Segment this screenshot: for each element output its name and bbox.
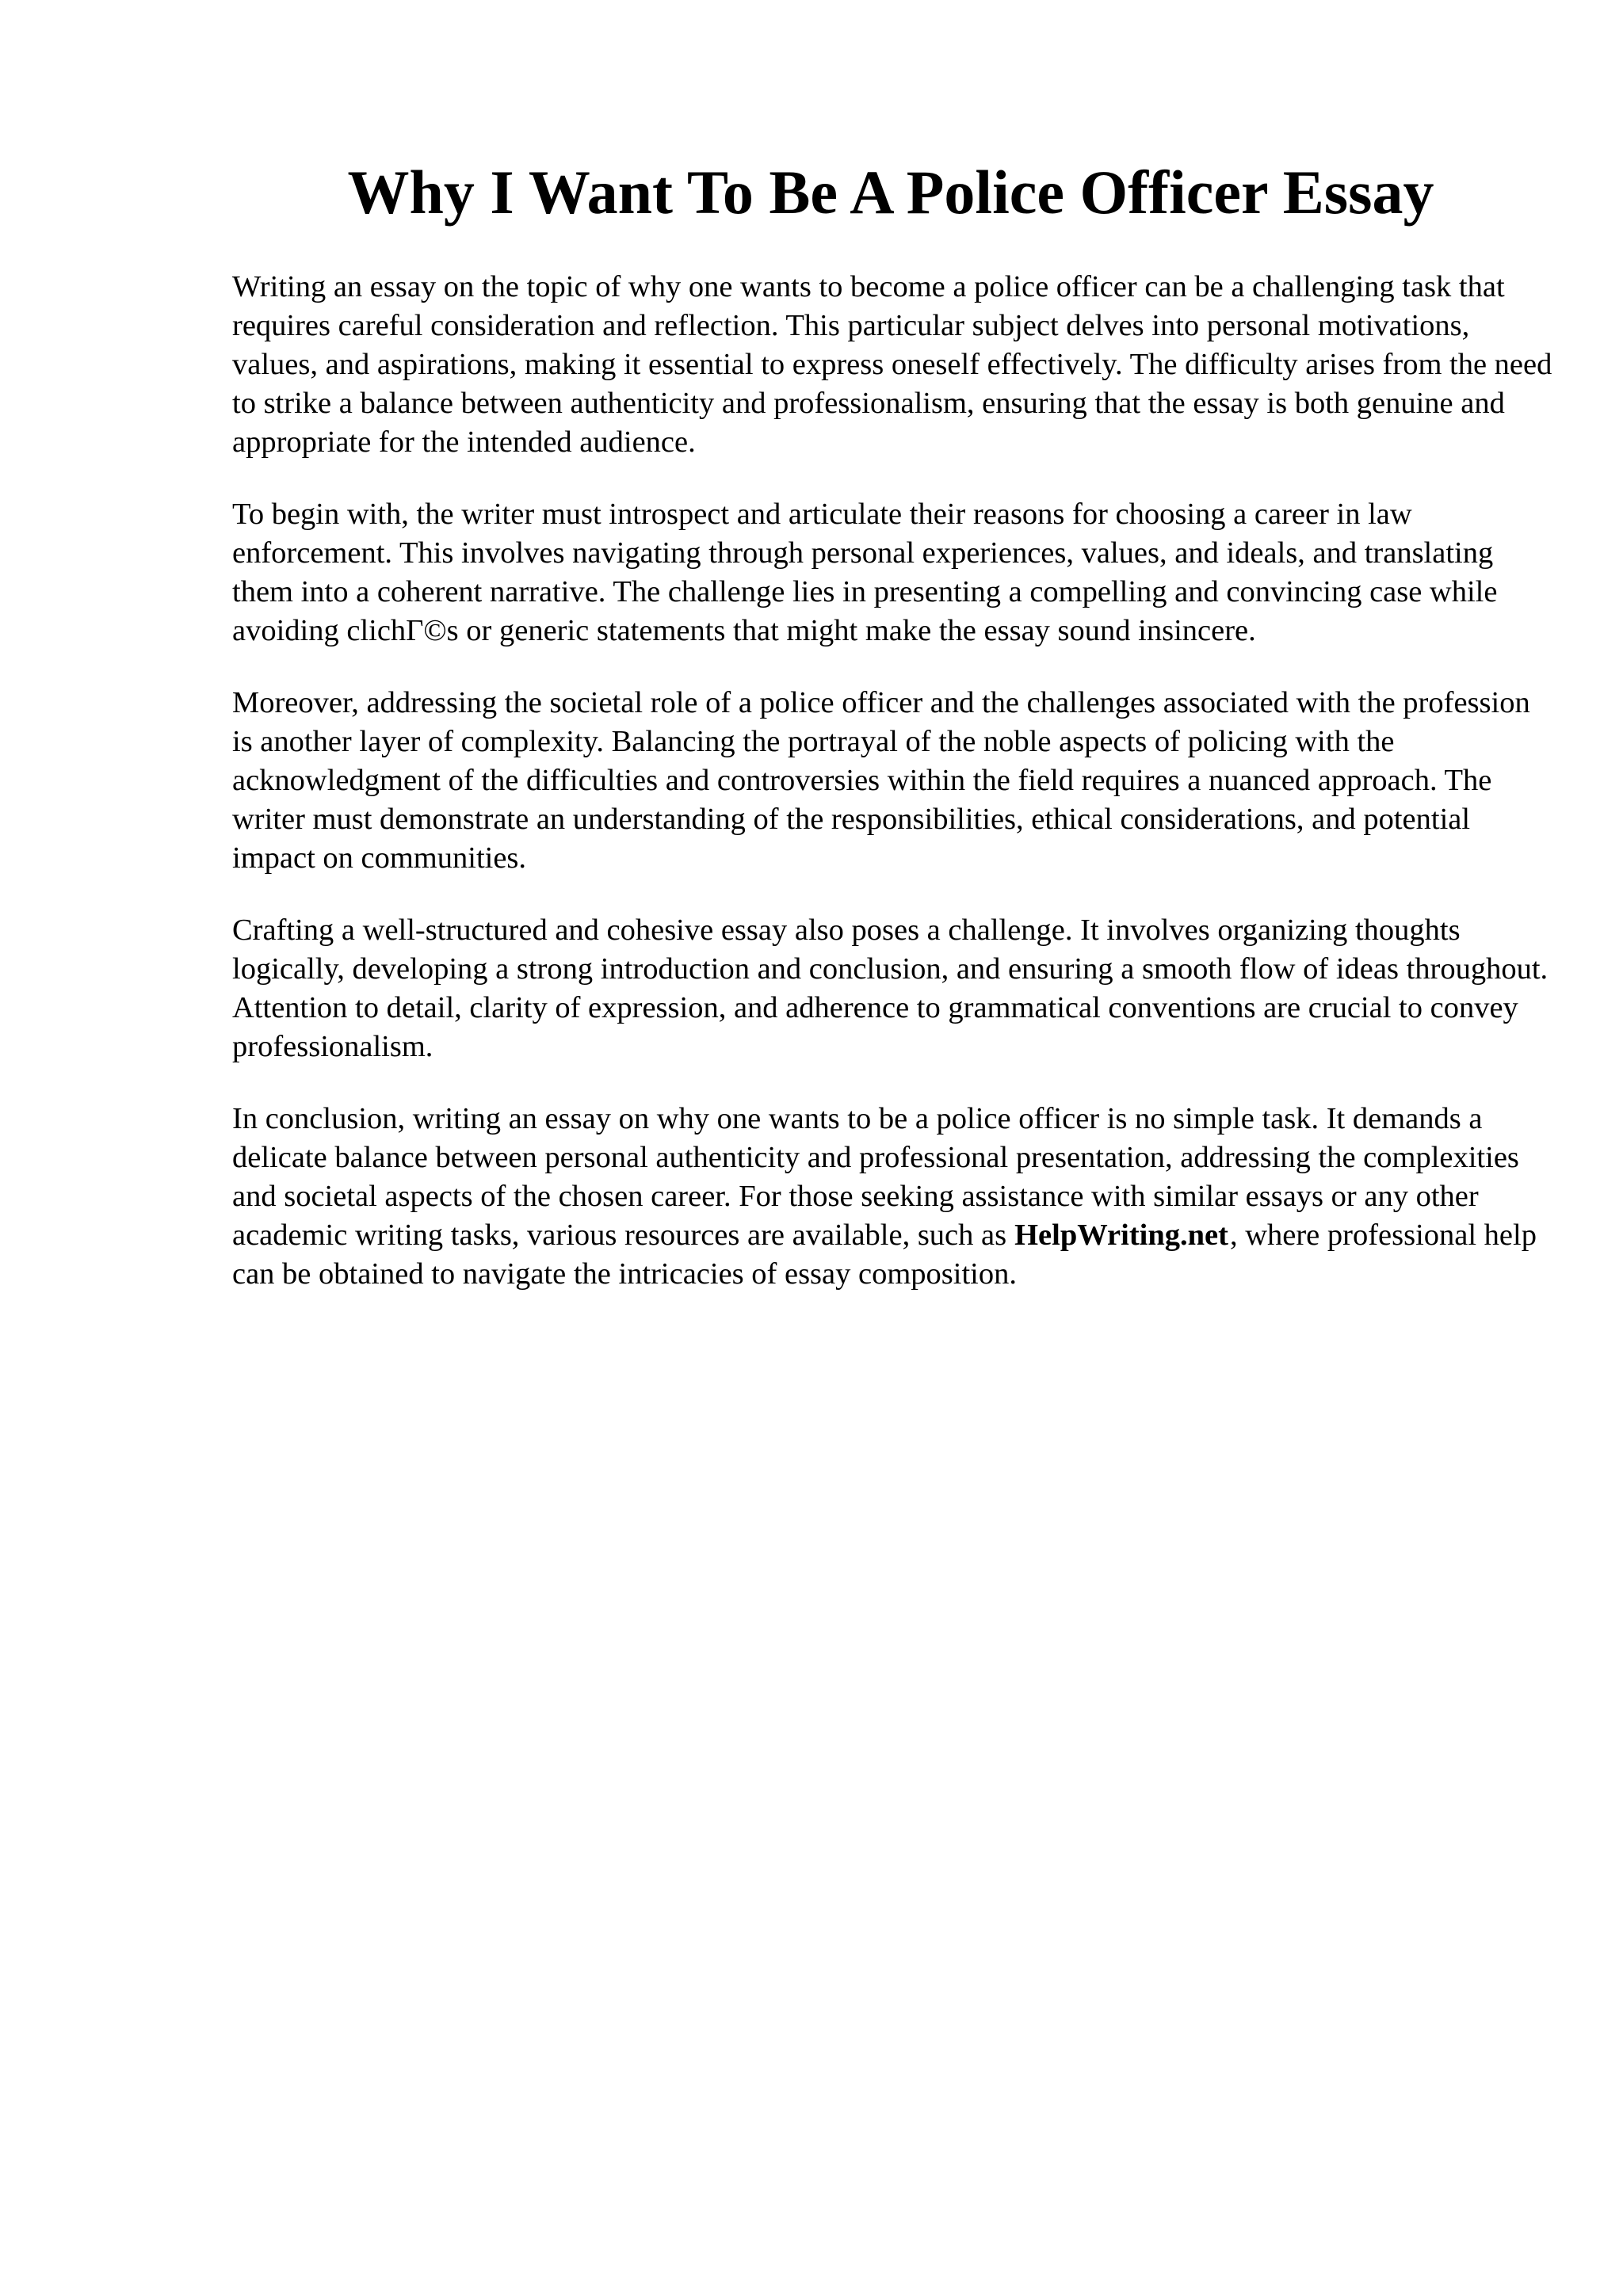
conclusion-text: In conclusion, writing an essay on why one wants to be a police officer is no simple task. It demands a delicate balance between personal authenticity and professional presentation, addressing the complexities and societal aspects of the chosen career. For those seeking assistance with similar essays or any other academic writing tasks, various resources are available, such as bbox=[232, 1102, 1519, 1252]
paragraph-structure: Crafting a well-structured and cohesive essay also poses a challenge. It involves organizing thoughts logically, developing a strong introduction and conclusion, and ensuring a smooth flow of ideas throughout. Attention to detail, clarity of expression, and adherence to grammatical conventions are crucial to convey professionalism. bbox=[232, 913, 1549, 1063]
paragraph-societal-role: Moreover, addressing the societal role of a police officer and the challenges associated with the profession is another layer of complexity. Balancing the portrayal of the noble aspects of policing with the acknowledgment of the difficulties and controversies within the field requires a nuanced approach. The writer must demonstrate an understanding of the responsibilities, ethical considerations, and potential impact on communities. bbox=[232, 686, 1530, 875]
essay-body bbox=[232, 268, 1556, 1327]
paragraph-conclusion bbox=[232, 1100, 1556, 1294]
paragraph-intro: Writing an essay on the topic of why one wants to become a police officer can be a challenging task that requires careful consideration and reflection. This particular subject delves into personal motivations, values, and aspirations, making it essential to express oneself effectively. The difficulty arises from the need to strike a balance between authenticity and professionalism, ensuring that the essay is both genuine and appropriate for the intended audience. bbox=[232, 270, 1552, 459]
paragraph-introspection: To begin with, the writer must introspect and articulate their reasons for choosing a career in law enforcement. This involves navigating through personal experiences, values, and ideals, and translating them into a coherent narrative. The challenge lies in presenting a compelling and convincing case while avoiding clichГ©s or generic statements that might make the essay sound insincere. bbox=[232, 498, 1498, 647]
conclusion-tail-text: , where professional help can be obtained to navigate the intricacies of essay composition. bbox=[232, 1219, 1537, 1291]
document-title: Why I Want To Be A Police Officer Essay bbox=[347, 158, 1434, 227]
helpwriting-link[interactable]: HelpWriting.net bbox=[1014, 1219, 1228, 1252]
